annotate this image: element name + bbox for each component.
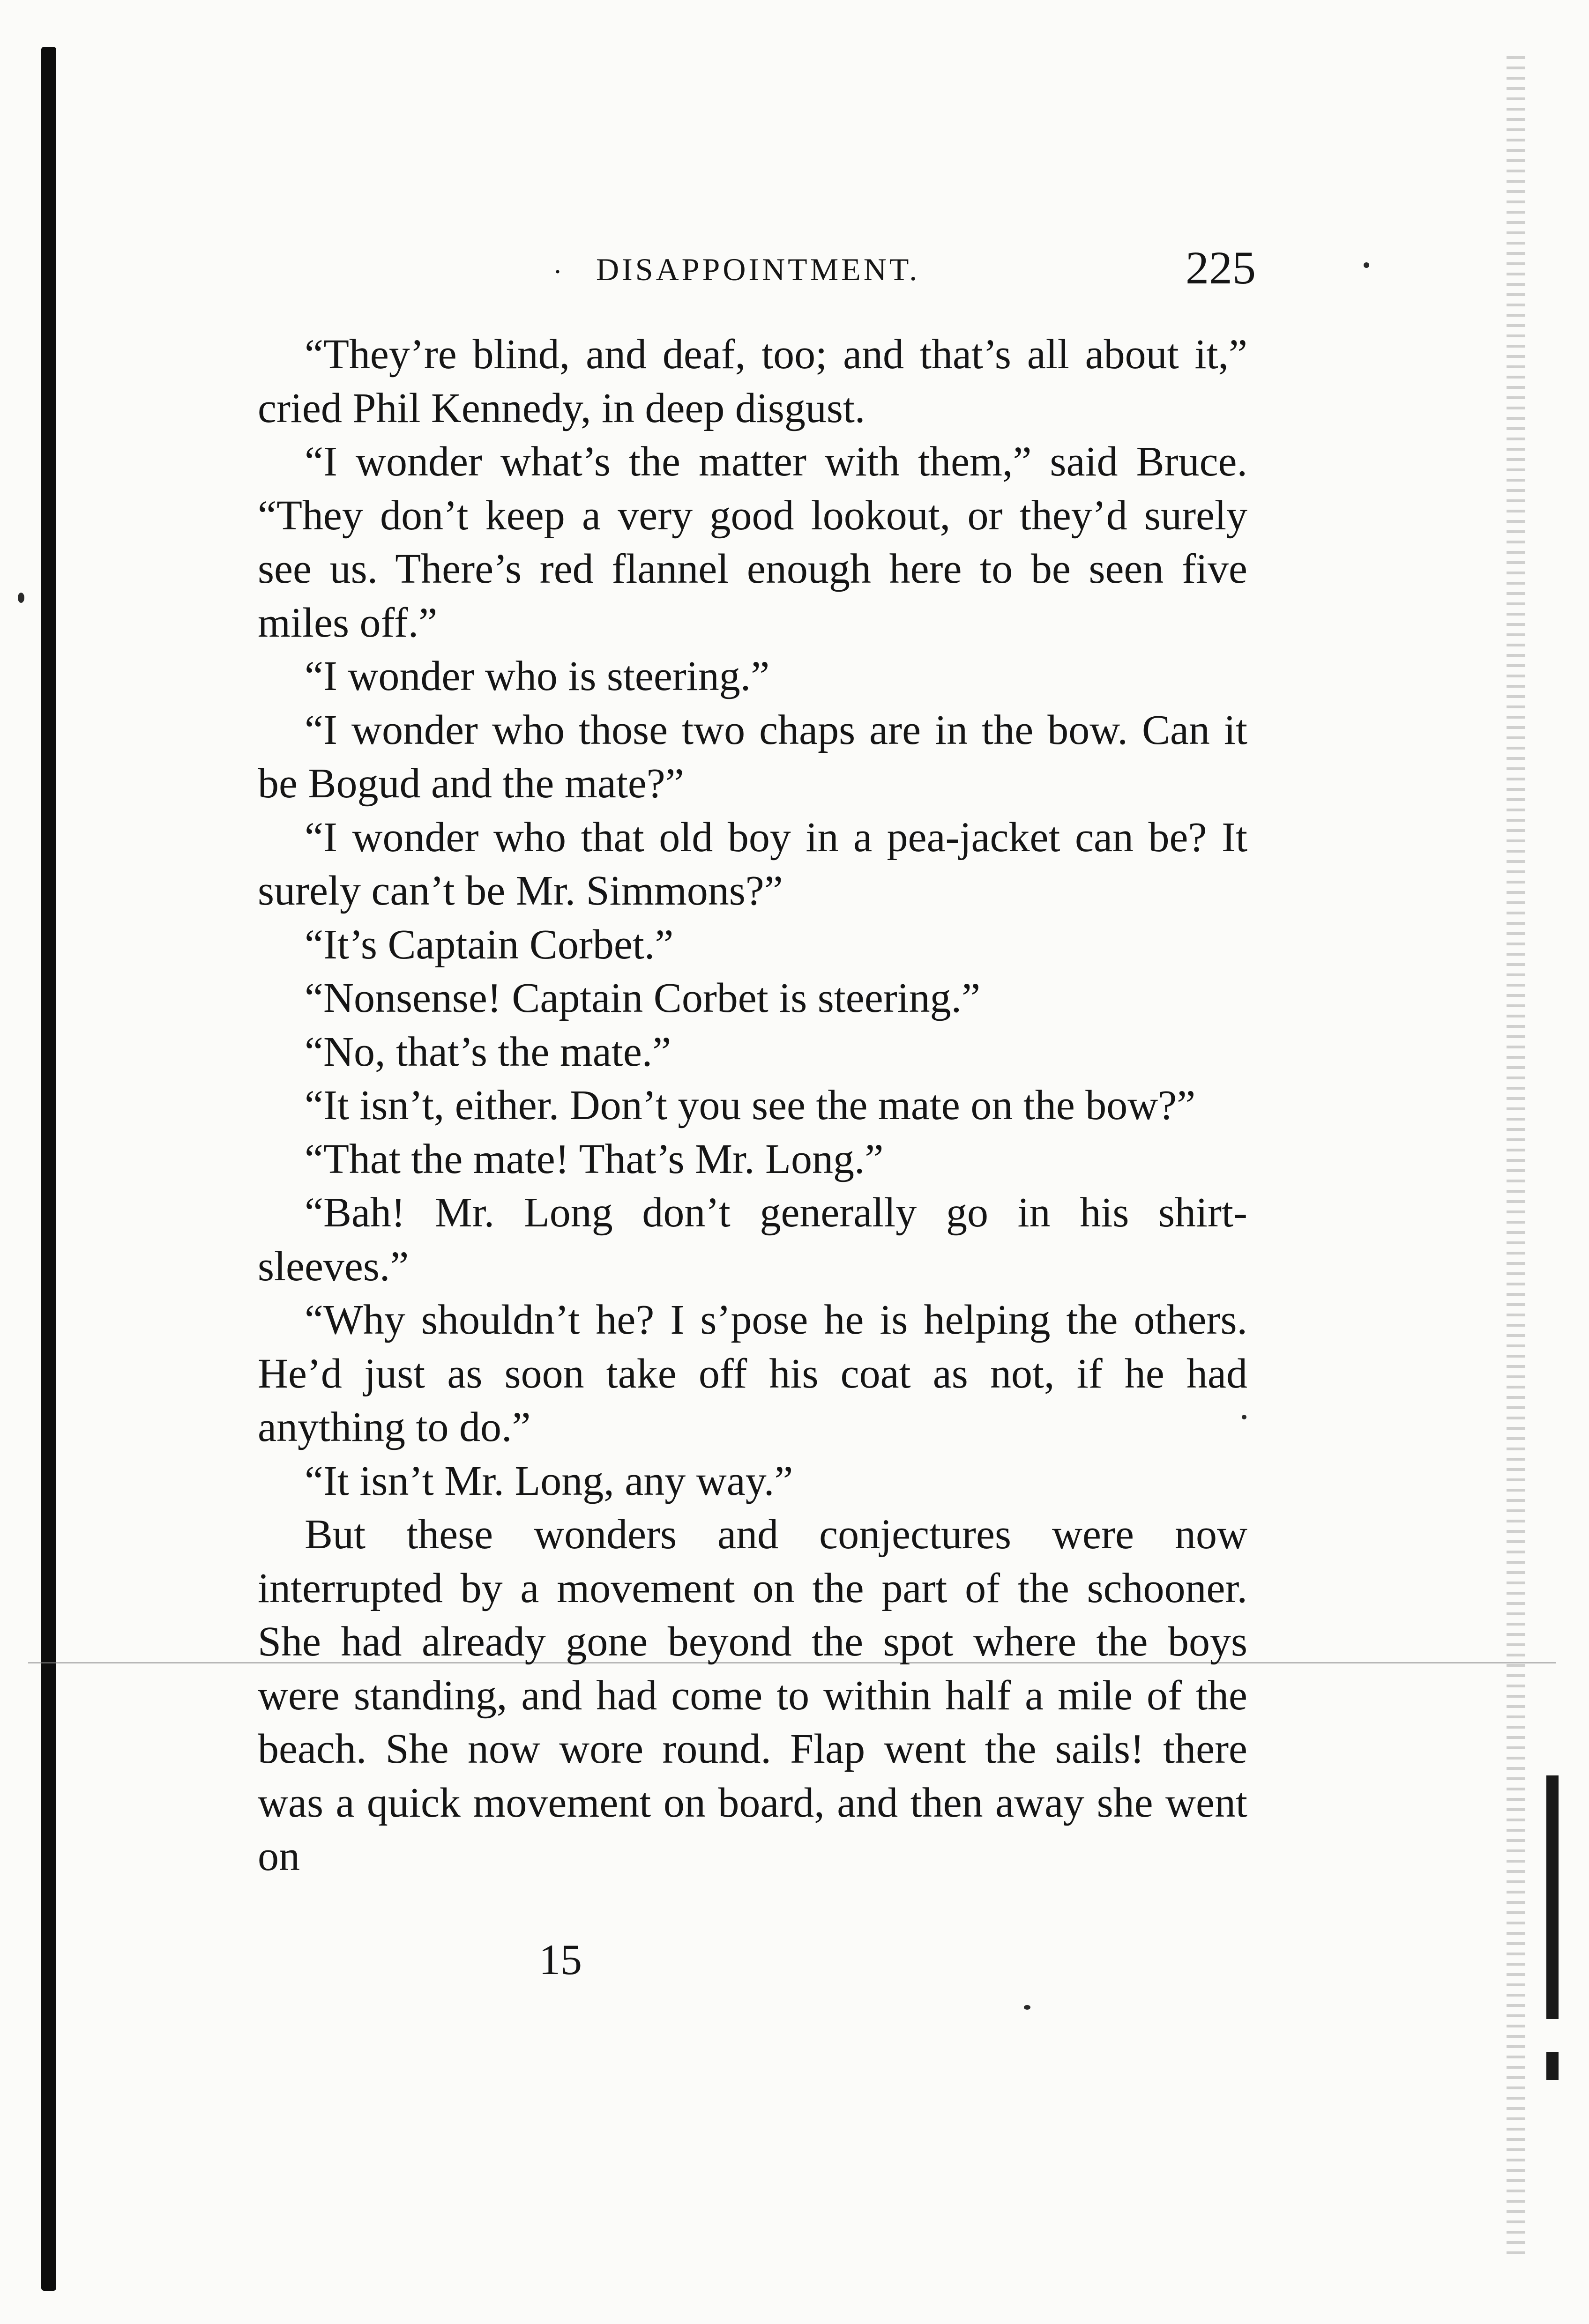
speck xyxy=(18,593,24,603)
running-head: DISAPPOINTMENT. xyxy=(596,252,920,287)
paragraph: “It isn’t Mr. Long, any way.” xyxy=(305,1457,793,1504)
paragraph: “I wonder who that old boy in a pea-jacket can be? It surely can’t be Mr. Simmons?” xyxy=(258,814,1247,914)
paragraph: “No, that’s the mate.” xyxy=(305,1028,671,1075)
paragraph: But these wonders and conjectures were now interrupted by a movement on the part of the schooner. She had already gone beyond the spot where the boys were standing, and had come to within half a mile of the beach. She now wore round. Flap went the sails! there was a quick movement on board, and then away she went on xyxy=(258,1511,1247,1879)
page-number: 225 xyxy=(1186,242,1256,294)
body-text xyxy=(258,328,1247,1884)
paragraph: “Why shouldn’t he? I s’pose he is helping the others. He’d just as soon take off his coat as not, if he had anything to do.” xyxy=(258,1297,1247,1450)
paragraph: “It isn’t, either. Don’t you see the mate on the bow?” xyxy=(305,1082,1196,1129)
paragraph: “I wonder what’s the matter with them,” said Bruce. “They don’t keep a very good lookout, or they’d surely see us. There’s red flannel enough here to be seen five miles off.” xyxy=(258,438,1247,646)
signature-mark: 15 xyxy=(539,1936,582,1983)
paragraph: “It’s Captain Corbet.” xyxy=(305,921,674,968)
scan-edge-mark xyxy=(1546,1775,1559,2019)
paragraph: “Nonsense! Captain Corbet is steering.” xyxy=(305,975,981,1021)
speck xyxy=(1024,2005,1030,2010)
scan-edge-artifact xyxy=(1507,56,1525,2258)
paragraph: “They’re blind, and deaf, too; and that’s all about it,” cried Phil Kennedy, in deep disgust. xyxy=(258,331,1247,431)
paragraph: “I wonder who those two chaps are in the bow. Can it be Bogud and the mate?” xyxy=(258,706,1247,807)
paragraph: “I wonder who is steering.” xyxy=(305,653,770,699)
binding-edge xyxy=(41,47,56,2291)
speck xyxy=(1364,262,1369,268)
scan-edge-mark xyxy=(1546,2052,1559,2080)
paragraph: “That the mate! That’s Mr. Long.” xyxy=(305,1136,884,1182)
paragraph: “Bah! Mr. Long don’t generally go in his shirt-sleeves.” xyxy=(258,1189,1247,1290)
bullet-mark: · xyxy=(553,256,562,287)
page-header xyxy=(553,242,1256,299)
